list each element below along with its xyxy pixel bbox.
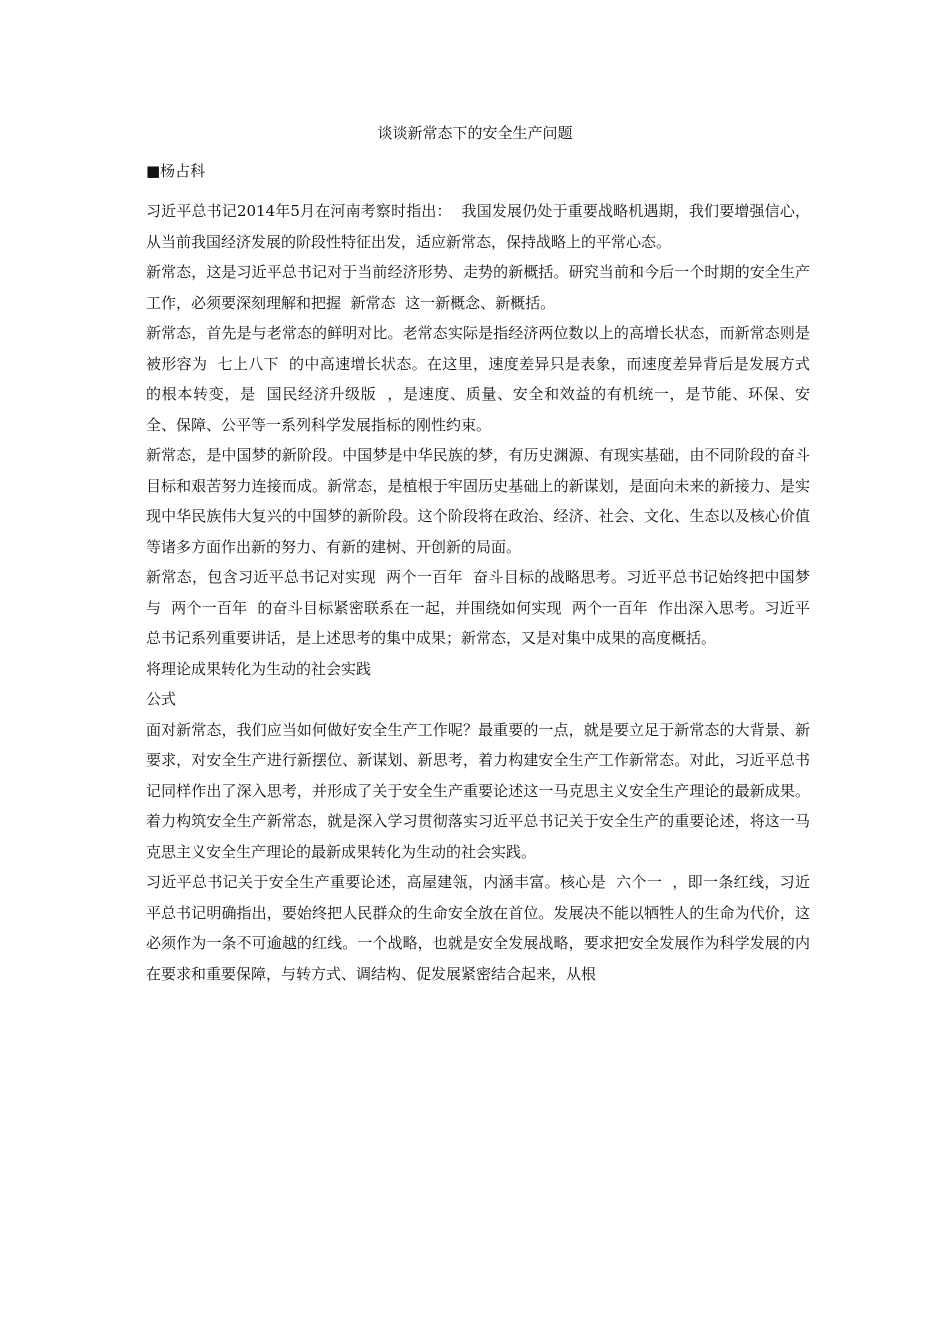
paragraph-1: 习近平总书记2014年5月在河南考察时指出： 我国发展仍处于重要战略机遇期，我们要增强信心，从当前我国经济发展的阶段性特征出发，适应新常态，保持战略上的平常心态。 (146, 202, 810, 251)
subheading: 公式 (146, 690, 177, 708)
document-title: 谈谈新常态下的安全生产问题 (377, 124, 573, 142)
paragraph-6: 面对新常态，我们应当如何做好安全生产工作呢？最重要的一点，就是要立足于新常态的大背景、新要求，对安全生产进行新摆位、新谋划、新思考，着力构建安全生产工作新常态。对此，习近平总书记同样作出了深入思考，并形成了关于安全生产重要论述这一马克思主义安全生产理论的最新成果。着力构筑安全生产新常态，就是深入学习贯彻落实习近平总书记关于安全生产的重要论述，将这一马克思主义安全生产理论的最新成果转化为生动的社会实践。 (146, 720, 810, 861)
document-body (146, 196, 810, 989)
paragraph-7: 习近平总书记关于安全生产重要论述，高屋建瓴，内涵丰富。核心是 六个一 ，即一条红线，习近平总书记明确指出，要始终把人民群众的生命安全放在首位。发展决不能以牺牲人的生命为代价，这必须作为一条不可逾越的红线。一个战略，也就是安全发展战略，要求把安全发展作为科学发展的内在要求和重要保障，与转方式、调结构、促发展紧密结合起来，从根 (146, 873, 810, 983)
section-heading: 将理论成果转化为生动的社会实践 (146, 659, 372, 678)
paragraph-3: 新常态，首先是与老常态的鲜明对比。老常态实际是指经济两位数以上的高增长状态，而新常态则是被形容为 七上八下 的中高速增长状态。在这里，速度差异只是表象，而速度差异背后是发展方式的根本转变，是 国民经济升级版 ，是速度、质量、安全和效益的有机统一，是节能、环保、安全、保障、公平等一系列科学发展指标的刚性约束。 (146, 324, 810, 434)
paragraph-2: 新常态，这是习近平总书记对于当前经济形势、走势的新概括。研究当前和今后一个时期的安全生产工作，必须要深刻理解和把握 新常态 这一新概念、新概括。 (146, 263, 810, 312)
paragraph-5: 新常态，包含习近平总书记对实现 两个一百年 奋斗目标的战略思考。习近平总书记始终把中国梦与 两个一百年 的奋斗目标紧密联系在一起，并围绕如何实现 两个一百年 作出深入思考。习近平总书记系列重要讲话，是上述思考的集中成果；新常态，又是对集中成果的高度概括。 (146, 568, 810, 647)
author-line: ■杨占科 (146, 162, 206, 180)
paragraph-4: 新常态，是中国梦的新阶段。中国梦是中华民族的梦，有历史渊源、有现实基础，由不同阶段的奋斗目标和艰苦努力连接而成。新常态，是植根于牢固历史基础上的新谋划，是面向未来的新接力、是实现中华民族伟大复兴的中国梦的新阶段。这个阶段将在政治、经济、社会、文化、生态以及核心价值等诸多方面作出新的努力、有新的建树、开创新的局面。 (146, 446, 810, 556)
